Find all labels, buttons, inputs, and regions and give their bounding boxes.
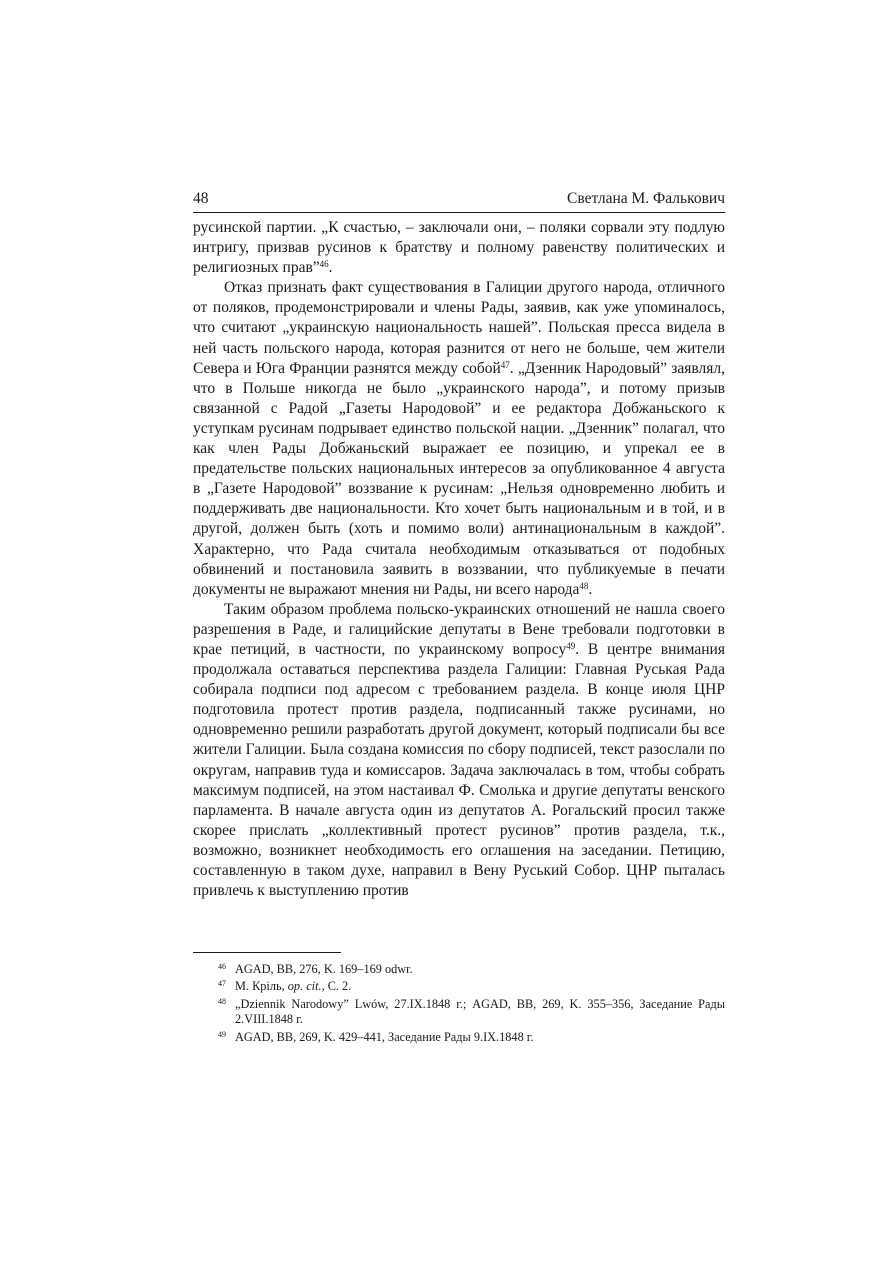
text-run: . <box>328 259 333 277</box>
footnote-number-mark: 48 <box>218 996 226 1006</box>
footnote-number <box>218 1030 235 1045</box>
footnote-number <box>218 962 235 977</box>
footnote-number <box>218 997 235 1028</box>
footnote-number-mark: 47 <box>218 979 226 989</box>
text-run: . В центре внимания продолжала оставаться перспектива раздела Галиции: Главная Руськая Рада собирала подписи под адресом с требованием раздела. В конце июля ЦНР подготовила протест против раздела, подписанный также русинами, но одновременно решили разработать другой документ, который подписали бы все жители Галиции. Была создана комиссия по сбору подписей, текст разослали по округам, направив туда и комиссаров. Задача заключалась в том, чтобы собрать максимум подписей, на этом настаивал Ф. Смолька и другие депутаты венского парламента. В начале августа один из депутатов А. Рогальский просил также скорее прислать „коллективный протест русинов” против раздела, т.к., возможно, возникнет необходимость его оглашения на заседании. Петицию, составленную в таком духе, направил в Вену Руський Собор. ЦНР пыталась привлечь к выступлению против <box>193 640 725 900</box>
running-header <box>193 190 725 208</box>
footnote-number-mark: 49 <box>218 1029 226 1039</box>
text-run: М. Кріль, <box>235 979 288 994</box>
paragraph <box>193 278 725 600</box>
footnote-number <box>218 979 235 994</box>
text-run: , С. 2. <box>321 979 352 994</box>
header-divider <box>193 212 725 213</box>
footnote-reference: 47 <box>500 359 510 370</box>
footnote <box>193 997 725 1028</box>
text-run: Отказ признать факт существования в Галиции другого народа, отличного от поляков, продемонстрировали и члены Рады, заявив, как уже упоминалось, что считают „украинскую национальность нашей”. Польская пресса видела в ней часть польского народа, которая разнится от него не больше, чем жители Севера и Юга Франции разнятся между собой <box>193 279 725 377</box>
page-number: 48 <box>193 190 209 207</box>
footnote-divider <box>193 952 341 953</box>
footnote-text <box>235 997 725 1028</box>
footnotes <box>193 962 725 1047</box>
text-run: AGAD, BB, 276, K. 169–169 odwr. <box>235 962 413 976</box>
text-run: „Dziennik Narodowy” Lwów, 27.IX.1848 г.; AGAD, BB, 269, K. 355–356, Заседание Рады 2.VIII.1848 г. <box>235 996 725 1027</box>
text-run: . „Дзенник Народовый” заявлял, что в Польше никогда не было „украинского народа”, и потому призыв связанной с Радой „Газеты Народовой” и ее редактора Добжаньского к уступкам русинам подрывает единство польской нации. „Дзенник” полагал, что как член Рады Добжаньский выражает ее позицию, и упрекал ее в предательстве польских национальных интересов за опубликованное 4 августа в „Газете Народовой” воззвание к русинам: „Нельзя одновременно любить и поддерживать две национальности. Кто хочет быть национальным и в той, и в другой, должен быть (хоть и помимо воли) антинациональным в каждой”. Характерно, что Рада считала необходимым отказываться от подобных обвинений и постановила заявить в воззвании, что публикуемые в печати документы не выражают мнения ни Рады, ни всего народа <box>193 359 725 598</box>
text-run: Таким образом проблема польско-украинских отношений не нашла своего разрешения в Раде, и галицийские депутаты в Вене требовали подготовки в крае петиций, в частности, по украинскому вопросу <box>193 600 725 658</box>
footnote-reference: 46 <box>319 259 329 270</box>
text-run: . <box>588 580 593 598</box>
italic-text: op. cit. <box>287 979 322 994</box>
running-author: Светлана М. Фалькович <box>567 190 725 207</box>
footnote <box>193 962 725 977</box>
footnote-text <box>235 1030 725 1045</box>
footnote-text <box>235 979 725 994</box>
footnote-text <box>235 962 725 977</box>
footnote-reference: 49 <box>566 640 576 651</box>
text-run: AGAD, BB, 269, K. 429–441, Заседание Рады 9.IX.1848 г. <box>235 1029 534 1044</box>
footnote-number-mark: 46 <box>218 962 226 971</box>
footnote <box>193 1030 725 1045</box>
footnote-reference: 48 <box>579 580 589 591</box>
text-run: русинской партии. „К счастью, – заключали они, – поляки сорвали эту подлую интригу, призвав русинов к братству и полному равенству политических и религиозных прав” <box>193 219 725 277</box>
body-text <box>193 218 725 901</box>
paragraph <box>193 218 725 278</box>
paragraph <box>193 600 725 901</box>
footnote <box>193 979 725 994</box>
